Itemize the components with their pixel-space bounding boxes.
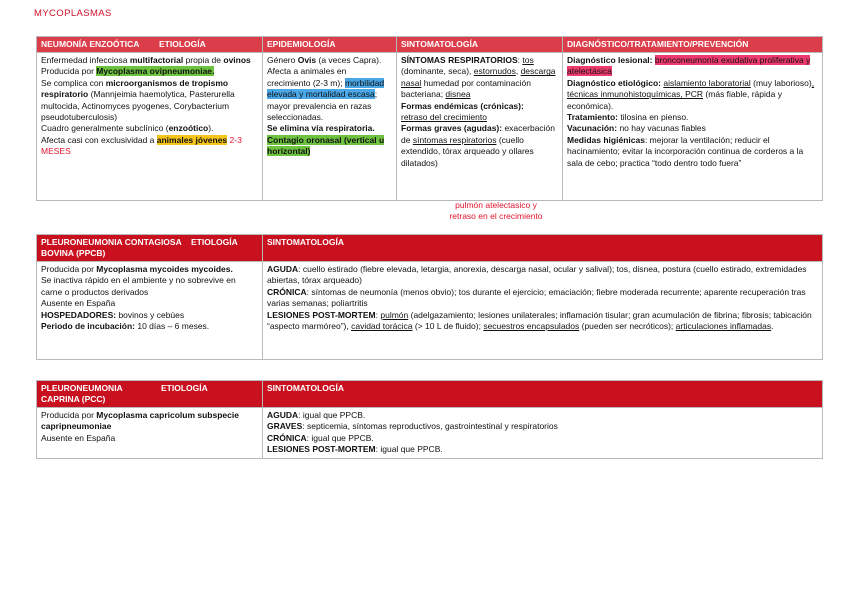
text: Producida por — [41, 66, 97, 77]
text: (pueden ser necróticos); — [579, 321, 676, 332]
page-title: MYCOPLASMAS — [34, 8, 112, 19]
text: . — [771, 321, 774, 332]
table-header-row — [37, 381, 823, 408]
text: (adelgazamiento; lesiones unilaterales; inflamación tisular; gran acumulación de fibrina; fibrosis; tabicación “aspecto marmóreo”), — [267, 309, 812, 332]
text: ovinos — [223, 55, 251, 65]
header-disease: PLEURONEUMONIA CAPRINA (PCC) — [41, 383, 123, 404]
text: Enfermedad infecciosa — [41, 55, 130, 65]
text: Ovis — [297, 55, 317, 65]
text: retraso del crecimiento — [401, 112, 487, 123]
handwritten-note: pulmón atelectasico y retraso en el crecimiento — [449, 200, 543, 221]
highlight-yellow: animales jóvenes — [156, 134, 228, 145]
diagnosis-cell — [563, 53, 823, 201]
text: no hay vacunas fiables — [617, 123, 706, 134]
text: ; mayor prevalencia en razas seleccionadas. — [267, 89, 378, 123]
text: Cuadro generalmente subclínico ( — [41, 123, 169, 134]
text: Se elimina vía respiratoria. — [267, 123, 375, 134]
text: Periodo de incubación: — [41, 321, 135, 332]
highlight-green: Contagio oronasal (vertical u horizontal) — [267, 134, 385, 157]
text: Mycoplasma mycoides mycoides. — [96, 264, 233, 274]
text: ). — [208, 123, 214, 134]
table-row — [37, 408, 823, 459]
text: pulmón — [380, 309, 409, 320]
text: CRÓNICA — [267, 432, 307, 443]
text: Vacunación: — [567, 123, 618, 134]
text: LESIONES POST-MORTEM — [267, 444, 376, 455]
pcc-table — [36, 380, 823, 459]
etiology-cell — [37, 262, 263, 360]
header-symptoms: SINTOMATOLOGÍA — [397, 37, 563, 53]
table-row — [37, 53, 823, 201]
text: (muy laborioso) — [750, 77, 812, 88]
neumonia-enzootica-table — [36, 36, 823, 201]
text: (Mannjeimia haemolytica, Pasterurella multocida, Actinomyces pyogenes, Corybacterium pseudotuberculosis) — [41, 89, 235, 123]
text: : mejorar la ventilación; reducir el hacinamiento; evitar la incorporación continua de corderos a la sala de cebo; practica “todo dentro todo fuera” — [567, 134, 804, 168]
text: : síntomas de neumonía (menos obvio); tos durante el ejercicio; emaciación; fiebre moderada recurrente; aparente recuperación tras varias semanas; poliartritis — [267, 286, 806, 309]
text: (dominante, seca), — [401, 66, 474, 77]
header-cell — [37, 235, 263, 262]
text: bovinos y cebúes — [116, 309, 185, 320]
text: Mycoplasma capricolum subspecie capripneumoniae — [41, 410, 239, 432]
text: : — [375, 309, 381, 320]
text: Diagnóstico lesional: — [567, 55, 655, 65]
text: propia de — [183, 55, 224, 65]
text: Tratamiento: — [567, 112, 619, 123]
ppcb-table — [36, 234, 823, 360]
text: (más fiable, rápida y económica). — [567, 89, 782, 111]
header-symptoms: SINTOMATOLOGÍA — [263, 235, 823, 262]
text: humedad por contaminación bacteriana; — [401, 77, 531, 100]
epidemiology-cell — [263, 53, 397, 201]
text: Diagnóstico etiológico: — [567, 77, 664, 88]
text: enzoótico — [168, 123, 209, 134]
text: GRAVES — [267, 421, 303, 432]
text: Medidas higiénicas — [567, 134, 645, 145]
header-disease: PLEURONEUMONIA CONTAGIOSA BOVINA (PPCB) — [41, 237, 182, 258]
header-etiology: ETIOLOGÍA — [191, 237, 238, 247]
symptoms-cell — [263, 262, 823, 360]
text: secuestros encapsulados — [483, 321, 580, 332]
handwritten-note: 2-3 MESES — [41, 134, 242, 157]
text: disnea — [445, 89, 471, 100]
text: Ausente en España — [41, 298, 116, 309]
text: Género — [267, 55, 298, 65]
text: 10 días – 6 meses. — [134, 321, 210, 332]
highlight-green: Mycoplasma ovipneumoniae. — [96, 66, 215, 77]
header-etiology: ETIOLOGÍA — [161, 383, 208, 393]
text: descarga nasal — [401, 66, 556, 88]
symptoms-cell — [263, 408, 823, 459]
text: LESIONES POST-MORTEM — [267, 309, 376, 320]
text: AGUDA — [267, 410, 299, 420]
header-symptoms: SINTOMATOLOGÍA — [263, 381, 823, 408]
text: tilosina en pienso. — [618, 112, 689, 123]
header-diagnosis: DIAGNÓSTICO/TRATAMIENTO/PREVENCIÓN — [563, 37, 823, 53]
text: microorganismos de tropismo respiratorio — [41, 77, 229, 100]
text: multifactorial — [129, 55, 184, 65]
table-header-row — [37, 37, 823, 53]
text: aislamiento laboratorial — [663, 77, 751, 88]
text: : septicemia, síntomas reproductivos, gastrointestinal y respiratorios — [302, 421, 558, 432]
text: SÍNTOMAS RESPIRATORIOS — [401, 55, 518, 65]
text: Producida por — [41, 264, 97, 274]
text: exacerbación de — [401, 123, 556, 145]
text: Formas endémicas (crónicas): — [401, 100, 524, 111]
header-cell — [37, 37, 263, 53]
header-cell — [37, 381, 263, 408]
text: Producida por — [41, 410, 97, 420]
text: tos — [522, 55, 534, 65]
text: estornudos — [473, 66, 516, 77]
text: : — [517, 55, 523, 65]
text: (> 10 L de fluido); — [412, 321, 484, 332]
text: : igual que PPCB. — [298, 410, 366, 420]
text: , — [515, 66, 521, 77]
header-etiology: ETIOLOGÍA — [159, 39, 206, 49]
text: : igual que PPCB. — [375, 444, 443, 455]
text: HOSPEDADORES: — [41, 309, 117, 320]
text: Afecta casi con exclusividad a — [41, 134, 157, 145]
table-header-row — [37, 235, 823, 262]
header-disease: NEUMONÍA ENZOÓTICA — [41, 39, 140, 49]
text: : igual que PPCB. — [306, 432, 374, 443]
text: Ausente en España — [41, 432, 116, 443]
text: Formas graves (agudas): — [401, 123, 503, 134]
text: (cuello extendido, tórax arqueado y ollares dilatados) — [401, 134, 534, 168]
etiology-cell — [37, 53, 263, 201]
highlight-blue: morbilidad elevada y mortalidad escasa — [267, 77, 385, 100]
text: : cuello estirado (fiebre elevada, letargia, anorexia, descarga nasal, ocular y salival); tos, disnea, postura (cuello estirado, extremidades abiertas, tórax arqueado) — [267, 264, 807, 286]
text: , técnicas inmunohistoquímicas, PCR — [567, 77, 815, 100]
highlight-pink: bronconeumonía exudativa proliferativa y atelectásica — [567, 55, 811, 77]
text: síntomas respiratorios — [412, 134, 497, 145]
text: (a veces Capra). Afecta a animales en crecimiento (2-3 m); — [267, 55, 382, 88]
text: AGUDA — [267, 264, 299, 274]
header-epidemiology: EPIDEMIOLOGÍA — [263, 37, 397, 53]
text: cavidad torácica — [351, 321, 413, 332]
text: Se inactiva rápido en el ambiente y no sobrevive en carne o productos derivados — [41, 275, 236, 297]
text: articulaciones inflamadas — [675, 321, 772, 332]
text: Se complica con — [41, 77, 106, 88]
symptoms-cell — [397, 53, 563, 201]
table-row — [37, 262, 823, 360]
etiology-cell — [37, 408, 263, 459]
text: CRÓNICA — [267, 286, 307, 297]
